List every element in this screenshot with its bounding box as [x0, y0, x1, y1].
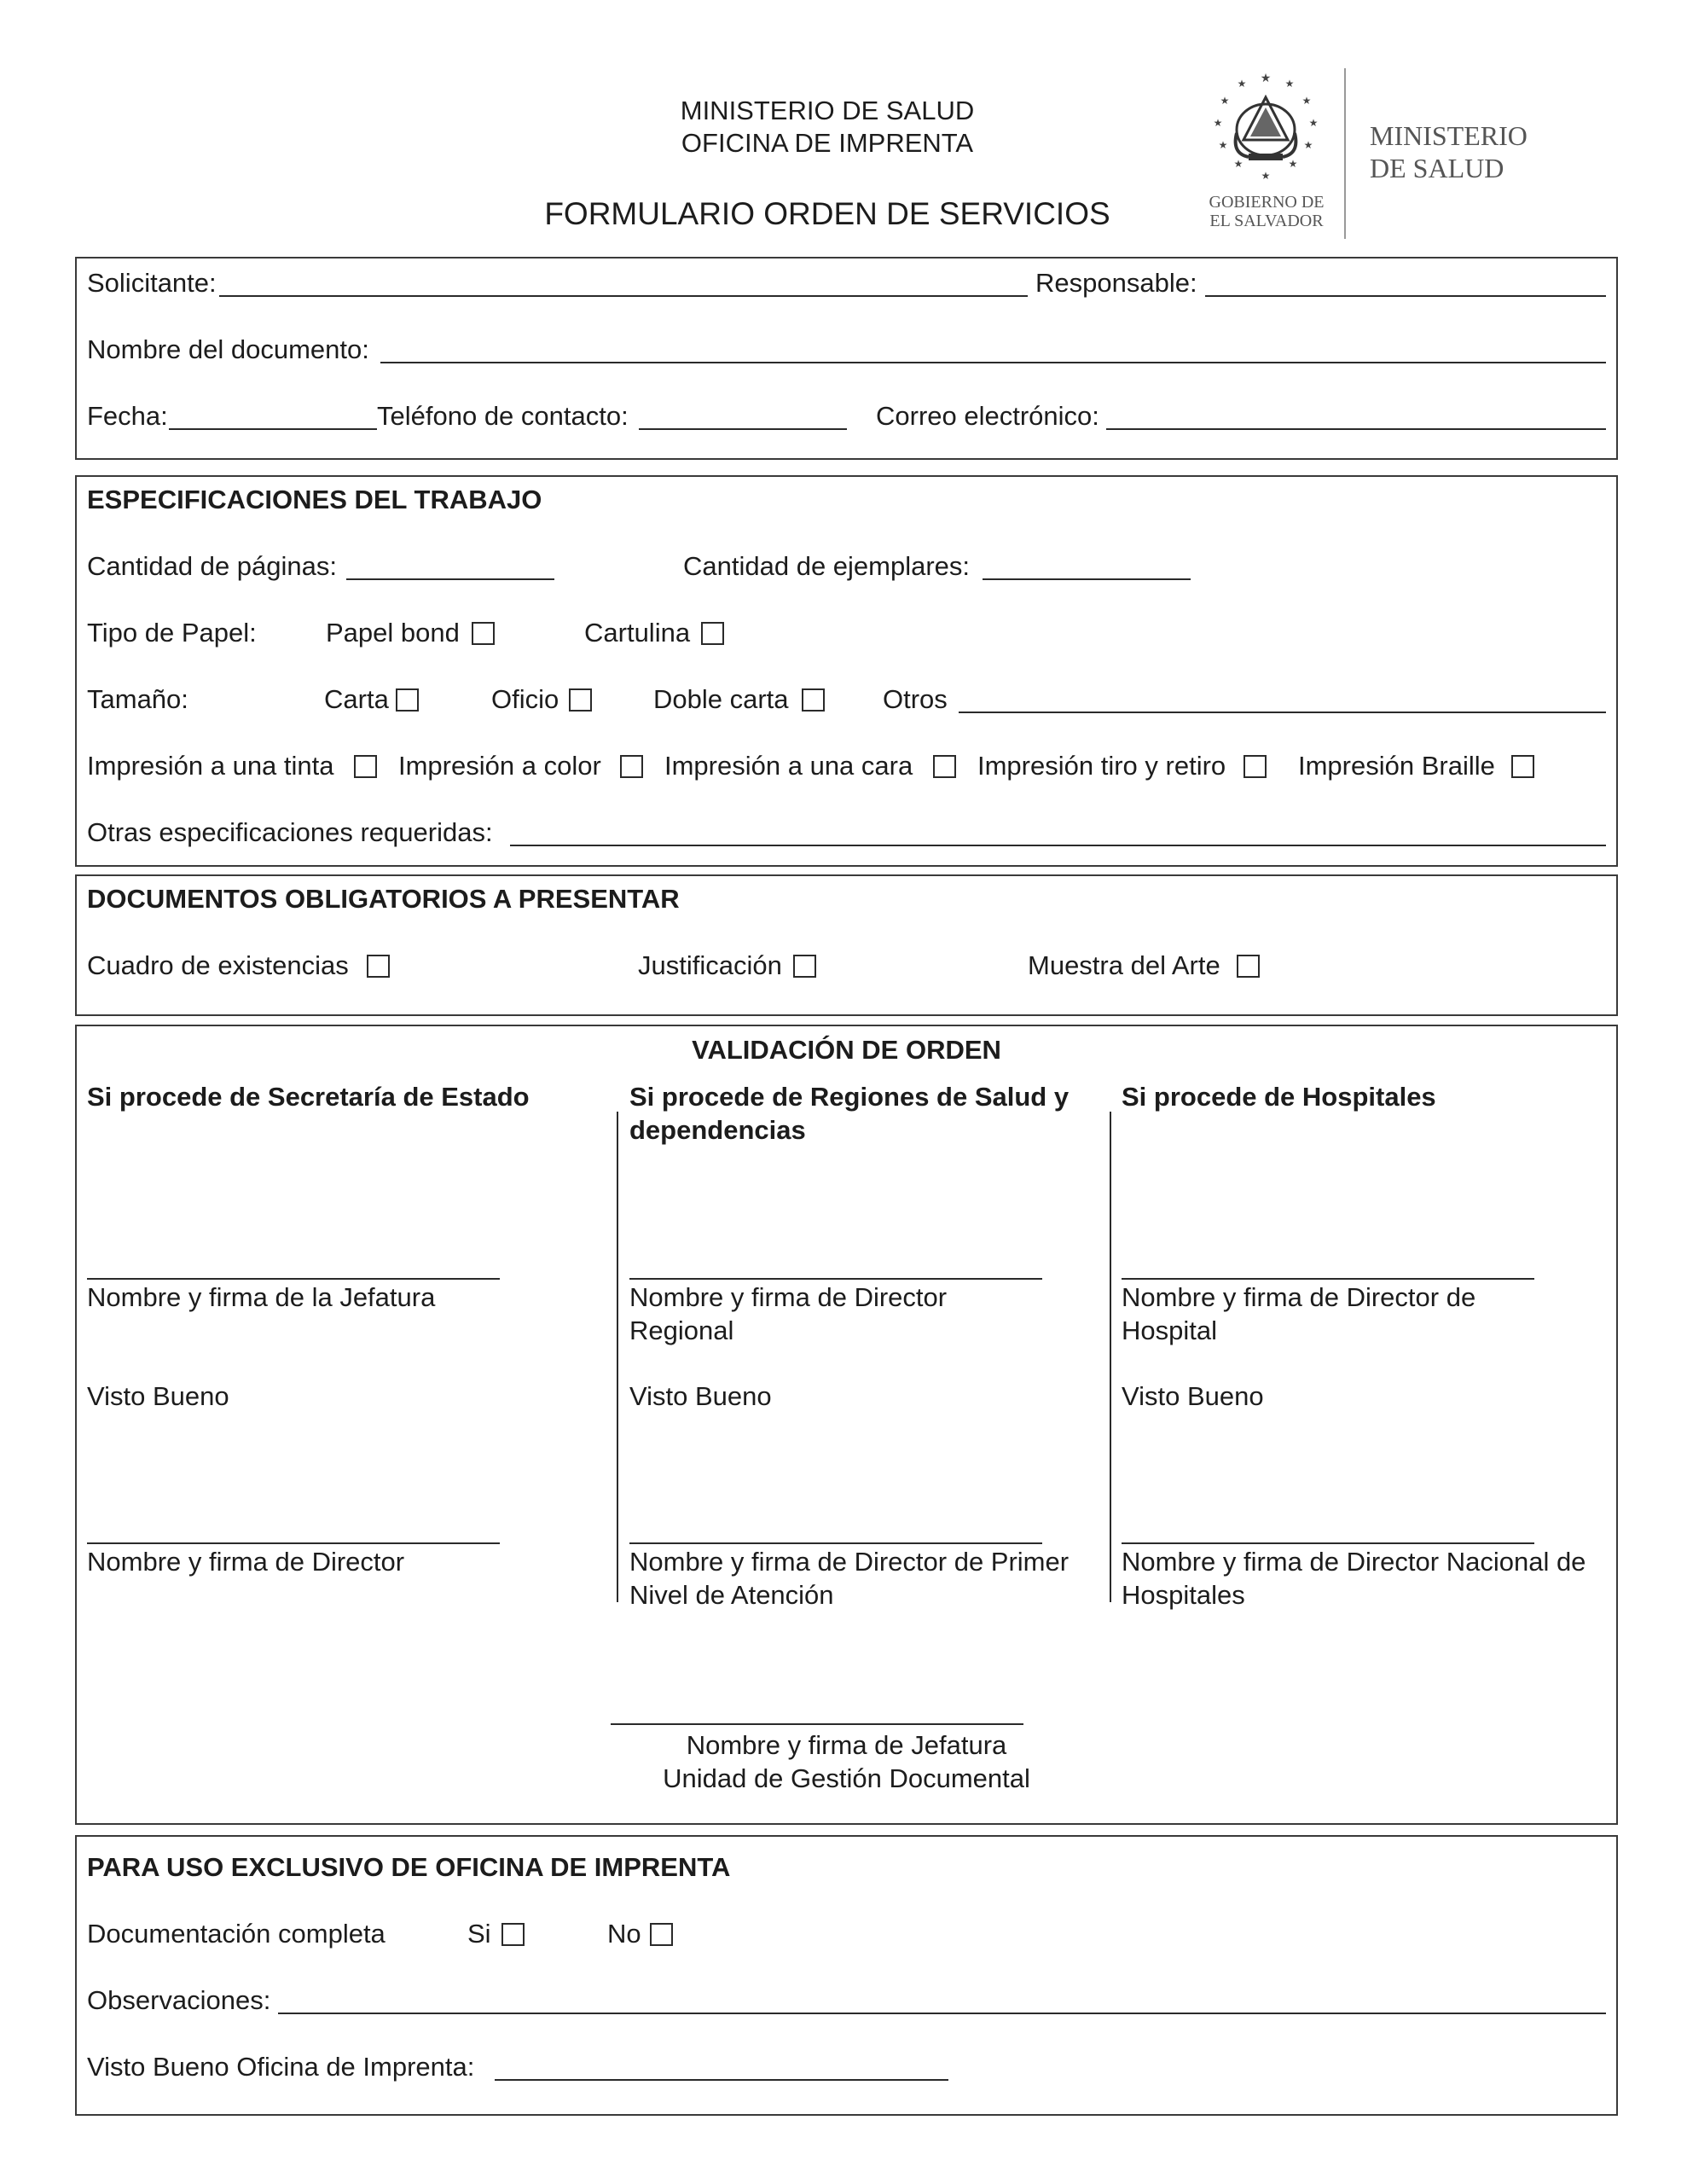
imp-una-cara-checkbox[interactable]	[933, 755, 956, 778]
brand-line-2: DE SALUD	[1370, 153, 1504, 183]
bottom-sig-line[interactable]	[611, 1723, 1023, 1725]
doble-carta-checkbox[interactable]	[802, 688, 825, 712]
col2-heading-line2: dependencias	[629, 1115, 806, 1145]
brand-line-1: MINISTERIO	[1370, 120, 1528, 151]
cuadro-existencias-checkbox[interactable]	[367, 955, 390, 978]
imp-braille-label: Impresión Braille	[1298, 751, 1495, 781]
svg-text:★: ★	[1288, 158, 1298, 170]
doble-carta-label: Doble carta	[653, 684, 789, 714]
col1-heading: Si procede de Secretaría de Estado	[87, 1082, 530, 1112]
cartulina-label: Cartulina	[584, 618, 691, 648]
cantidad-paginas-label: Cantidad de páginas:	[87, 551, 338, 581]
col1-sig1-label: Nombre y firma de la Jefatura	[87, 1282, 436, 1312]
nombre-documento-field[interactable]	[380, 362, 1606, 363]
solicitante-label: Solicitante:	[87, 268, 217, 298]
logo	[1194, 68, 1569, 239]
specs-section	[75, 475, 1618, 867]
col2-sig1-line[interactable]	[629, 1278, 1042, 1280]
validation-section	[75, 1025, 1618, 1825]
col2-sig2-label-line2: Nivel de Atención	[629, 1580, 834, 1610]
otros-label: Otros	[883, 684, 948, 714]
papel-bond-label: Papel bond	[326, 618, 460, 648]
svg-text:★: ★	[1284, 78, 1295, 90]
col2-sig2-label-line1: Nombre y firma de Director de Primer	[629, 1547, 1070, 1577]
visto-bueno-imprenta-label: Visto Bueno Oficina de Imprenta:	[87, 2052, 475, 2082]
cartulina-checkbox[interactable]	[701, 622, 724, 645]
office-name: OFICINA DE IMPRENTA	[681, 128, 974, 158]
gov-line-2: EL SALVADOR	[1209, 212, 1324, 230]
col3-sig1-line[interactable]	[1122, 1278, 1534, 1280]
responsable-label: Responsable:	[1035, 268, 1197, 298]
tipo-papel-label: Tipo de Papel:	[87, 618, 257, 648]
imp-una-tinta-checkbox[interactable]	[354, 755, 377, 778]
documentacion-completa-label: Documentación completa	[87, 1919, 386, 1949]
col2-heading-line1: Si procede de Regiones de Salud y	[629, 1082, 1070, 1112]
imp-braille-checkbox[interactable]	[1511, 755, 1534, 778]
no-checkbox[interactable]	[650, 1923, 673, 1946]
no-label: No	[607, 1919, 641, 1949]
svg-text:★: ★	[1213, 117, 1223, 129]
logo-divider	[1344, 68, 1346, 239]
col3-sig2-line[interactable]	[1122, 1542, 1534, 1544]
otras-especificaciones-label: Otras especificaciones requeridas:	[87, 817, 493, 847]
visto-bueno-imprenta-field[interactable]	[495, 2079, 948, 2081]
imp-una-tinta-label: Impresión a una tinta	[87, 751, 334, 781]
svg-text:★: ★	[1233, 158, 1244, 170]
svg-text:★: ★	[1218, 139, 1228, 151]
validation-title: VALIDACIÓN DE ORDEN	[692, 1035, 1001, 1065]
col1-sig2-line[interactable]	[87, 1542, 500, 1544]
otros-field[interactable]	[959, 712, 1606, 713]
imp-una-cara-label: Impresión a una cara	[664, 751, 913, 781]
col2-visto-bueno: Visto Bueno	[629, 1381, 772, 1411]
responsable-field[interactable]	[1205, 295, 1606, 297]
office-use-title: PARA USO EXCLUSIVO DE OFICINA DE IMPRENTA	[87, 1852, 731, 1882]
telefono-label: Teléfono de contacto:	[377, 401, 629, 431]
gov-line-1: GOBIERNO DE	[1209, 193, 1325, 212]
cantidad-paginas-field[interactable]	[346, 578, 554, 580]
col3-sig2-label-line2: Hospitales	[1122, 1580, 1245, 1610]
el-salvador-coat-of-arms-icon	[1206, 68, 1325, 188]
observaciones-label: Observaciones:	[87, 1985, 271, 2015]
ministry-name: MINISTERIO DE SALUD	[680, 96, 975, 125]
correo-field[interactable]	[1106, 428, 1606, 430]
col3-sig2-label-line1: Nombre y firma de Director Nacional de	[1122, 1547, 1586, 1577]
cuadro-existencias-label: Cuadro de existencias	[87, 950, 349, 980]
col1-sig1-line[interactable]	[87, 1278, 500, 1280]
bottom-sig-label-line1: Nombre y firma de Jefatura	[686, 1730, 1007, 1760]
col2-sig2-line[interactable]	[629, 1542, 1042, 1544]
col2-sig1-label-line1: Nombre y firma de Director	[629, 1282, 948, 1312]
svg-text:★: ★	[1261, 170, 1271, 182]
form-title: FORMULARIO ORDEN DE SERVICIOS	[544, 196, 1110, 231]
col3-sig1-label-line2: Hospital	[1122, 1316, 1217, 1345]
docs-title: DOCUMENTOS OBLIGATORIOS A PRESENTAR	[87, 884, 680, 914]
solicitante-field[interactable]	[219, 295, 1028, 297]
justificacion-checkbox[interactable]	[793, 955, 816, 978]
column-divider-1	[617, 1112, 618, 1602]
svg-text:★: ★	[1220, 95, 1230, 107]
telefono-field[interactable]	[639, 428, 847, 430]
oficio-checkbox[interactable]	[569, 688, 592, 712]
imp-color-label: Impresión a color	[398, 751, 601, 781]
imp-tiro-retiro-label: Impresión tiro y retiro	[977, 751, 1226, 781]
papel-bond-checkbox[interactable]	[472, 622, 495, 645]
observaciones-field[interactable]	[278, 2013, 1606, 2014]
col1-sig2-label: Nombre y firma de Director	[87, 1547, 405, 1577]
justificacion-label: Justificación	[638, 950, 782, 980]
col1-visto-bueno: Visto Bueno	[87, 1381, 229, 1411]
cantidad-ejemplares-field[interactable]	[983, 578, 1191, 580]
nombre-documento-label: Nombre del documento:	[87, 334, 369, 364]
correo-label: Correo electrónico:	[876, 401, 1099, 431]
svg-text:★: ★	[1303, 139, 1313, 151]
muestra-arte-label: Muestra del Arte	[1028, 950, 1220, 980]
svg-text:★: ★	[1237, 78, 1247, 90]
col3-heading: Si procede de Hospitales	[1122, 1082, 1436, 1112]
svg-text:★: ★	[1308, 117, 1319, 129]
svg-text:★: ★	[1260, 71, 1272, 84]
oficio-label: Oficio	[491, 684, 559, 714]
tamano-label: Tamaño:	[87, 684, 188, 714]
otras-especificaciones-field[interactable]	[510, 845, 1606, 846]
specs-title: ESPECIFICACIONES DEL TRABAJO	[87, 485, 542, 514]
si-checkbox[interactable]	[501, 1923, 525, 1946]
fecha-field[interactable]	[169, 428, 377, 430]
imp-tiro-retiro-checkbox[interactable]	[1244, 755, 1267, 778]
carta-checkbox[interactable]	[396, 688, 419, 712]
carta-label: Carta	[324, 684, 389, 714]
cantidad-ejemplares-label: Cantidad de ejemplares:	[683, 551, 971, 581]
fecha-label: Fecha:	[87, 401, 168, 431]
svg-text:★: ★	[1301, 95, 1312, 107]
si-label: Si	[467, 1919, 491, 1949]
column-divider-2	[1110, 1112, 1111, 1602]
muestra-arte-checkbox[interactable]	[1237, 955, 1260, 978]
imp-color-checkbox[interactable]	[620, 755, 643, 778]
col3-sig1-label-line1: Nombre y firma de Director de	[1122, 1282, 1476, 1312]
col2-sig1-label-line2: Regional	[629, 1316, 734, 1345]
bottom-sig-label-line2: Unidad de Gestión Documental	[663, 1763, 1030, 1793]
col3-visto-bueno: Visto Bueno	[1122, 1381, 1264, 1411]
